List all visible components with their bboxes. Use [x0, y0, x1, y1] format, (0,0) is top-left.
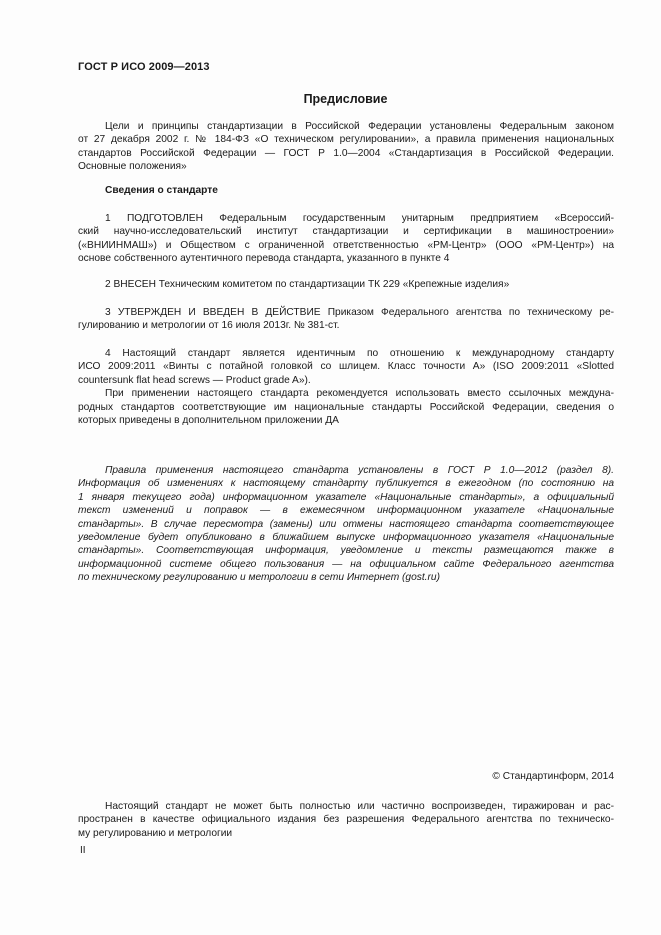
rules-line: текст изменений и поправок — в ежемесячном информационном указателе «Национальные — [78, 505, 614, 517]
intro-paragraph — [78, 120, 614, 174]
copyright-notice: © Стандартинформ, 2014 — [492, 771, 614, 782]
item-4-note-line: которых приведены в дополнительном приложении ДА — [78, 415, 339, 427]
rules-line: 1 января текущего года) информационном указателе «Национальные стандарты», а официальный — [78, 491, 614, 503]
standard-info-heading: Сведения о стандарте — [105, 185, 218, 196]
item-3-line: гулированию и метрологии от 16 июля 2013г. № 381-ст. — [78, 320, 340, 332]
rules-line: стандарты». Соответствующая информация, уведомление и тексты размещаются также в — [78, 545, 614, 557]
item-3-paragraph — [78, 306, 614, 333]
intro-line: Цели и принципы стандартизации в Российской Федерации установлены Федеральным законом — [105, 121, 614, 132]
item-4-note-line: родных стандартов соответствующие им национальные стандарты Российской Федерации, сведения о — [78, 401, 614, 413]
rules-line: уведомление будет опубликовано в ближайшем выпуске информационного указателя «Национальные — [78, 532, 614, 544]
item-4-note-line: При применении настоящего стандарта рекомендуется использовать вместо ссылочных междуна- — [105, 388, 614, 400]
reproduction-notice-paragraph — [78, 800, 614, 840]
intro-line: Основные положения» — [78, 161, 187, 173]
rules-line: Информация об изменениях к настоящему стандарту публикуется в ежегодном (по состоянию на — [78, 478, 614, 490]
notice-line: Настоящий стандарт не может быть полностью или частично воспроизведен, тиражирован и рас- — [105, 801, 614, 812]
page-number: II — [80, 845, 86, 856]
rules-line: стандарты». В случае пересмотра (замены) или отмены настоящего стандарта соответствующее — [78, 518, 614, 530]
item-4-line: 4 Настоящий стандарт является идентичным по отношению к международному стандарту — [105, 348, 614, 359]
item-2-paragraph — [78, 278, 614, 291]
rules-line: по техническому регулированию и метрологии в сети Интернет (gost.ru) — [78, 572, 440, 584]
item-4-line: ИСО 2009:2011 «Винты с потайной головкой со шлицем. Класс точности А» (ISO 2009:2011 «Slotted — [78, 361, 614, 373]
item-1-line: 1 ПОДГОТОВЛЕН Федеральным государственным унитарным предприятием «Всероссий- — [105, 213, 614, 224]
rules-line: информационной системе общего пользования — на официальном сайте Федерального агентства — [78, 558, 614, 570]
page-title: Предисловие — [303, 92, 388, 106]
item-1-line: («ВНИИНМАШ») и Обществом с ограниченной ответственностью «РМ-Центр» (ООО «РМ-Центр») на — [78, 239, 614, 251]
item-2-line: 2 ВНЕСЕН Техническим комитетом по стандартизации ТК 229 «Крепежные изделия» — [105, 279, 510, 290]
item-1-line: основе собственного аутентичного перевода стандарта, указанного в пункте 4 — [78, 253, 450, 265]
item-4-paragraph — [78, 347, 614, 427]
item-1-line: ский научно-исследовательский институт стандартизации и сертификации в машиностроении» — [78, 226, 614, 238]
item-3-line: 3 УТВЕРЖДЕН И ВВЕДЕН В ДЕЙСТВИЕ Приказом Федерального агентства по техническому ре- — [105, 307, 614, 318]
item-1-paragraph — [78, 212, 614, 266]
intro-line: стандартов Российской Федерации — ГОСТ Р 1.0—2004 «Стандартизация в Российской Федерации. — [78, 147, 614, 159]
notice-line: му регулированию и метрологии — [78, 827, 233, 839]
rules-line: Правила применения настоящего стандарта установлены в ГОСТ Р 1.0—2012 (раздел 8). — [105, 465, 614, 476]
item-4-line: countersunk flat head screws — Product grade A»). — [78, 374, 311, 386]
application-rules-paragraph — [78, 464, 614, 585]
notice-line: пространен в качестве официального издания без разрешения Федерального агентства по техническо- — [78, 814, 614, 826]
intro-line: от 27 декабря 2002 г. № 184-ФЗ «О техническом регулировании», а правила применения национальных — [78, 134, 614, 146]
document-code-header: ГОСТ Р ИСО 2009—2013 — [78, 61, 210, 73]
